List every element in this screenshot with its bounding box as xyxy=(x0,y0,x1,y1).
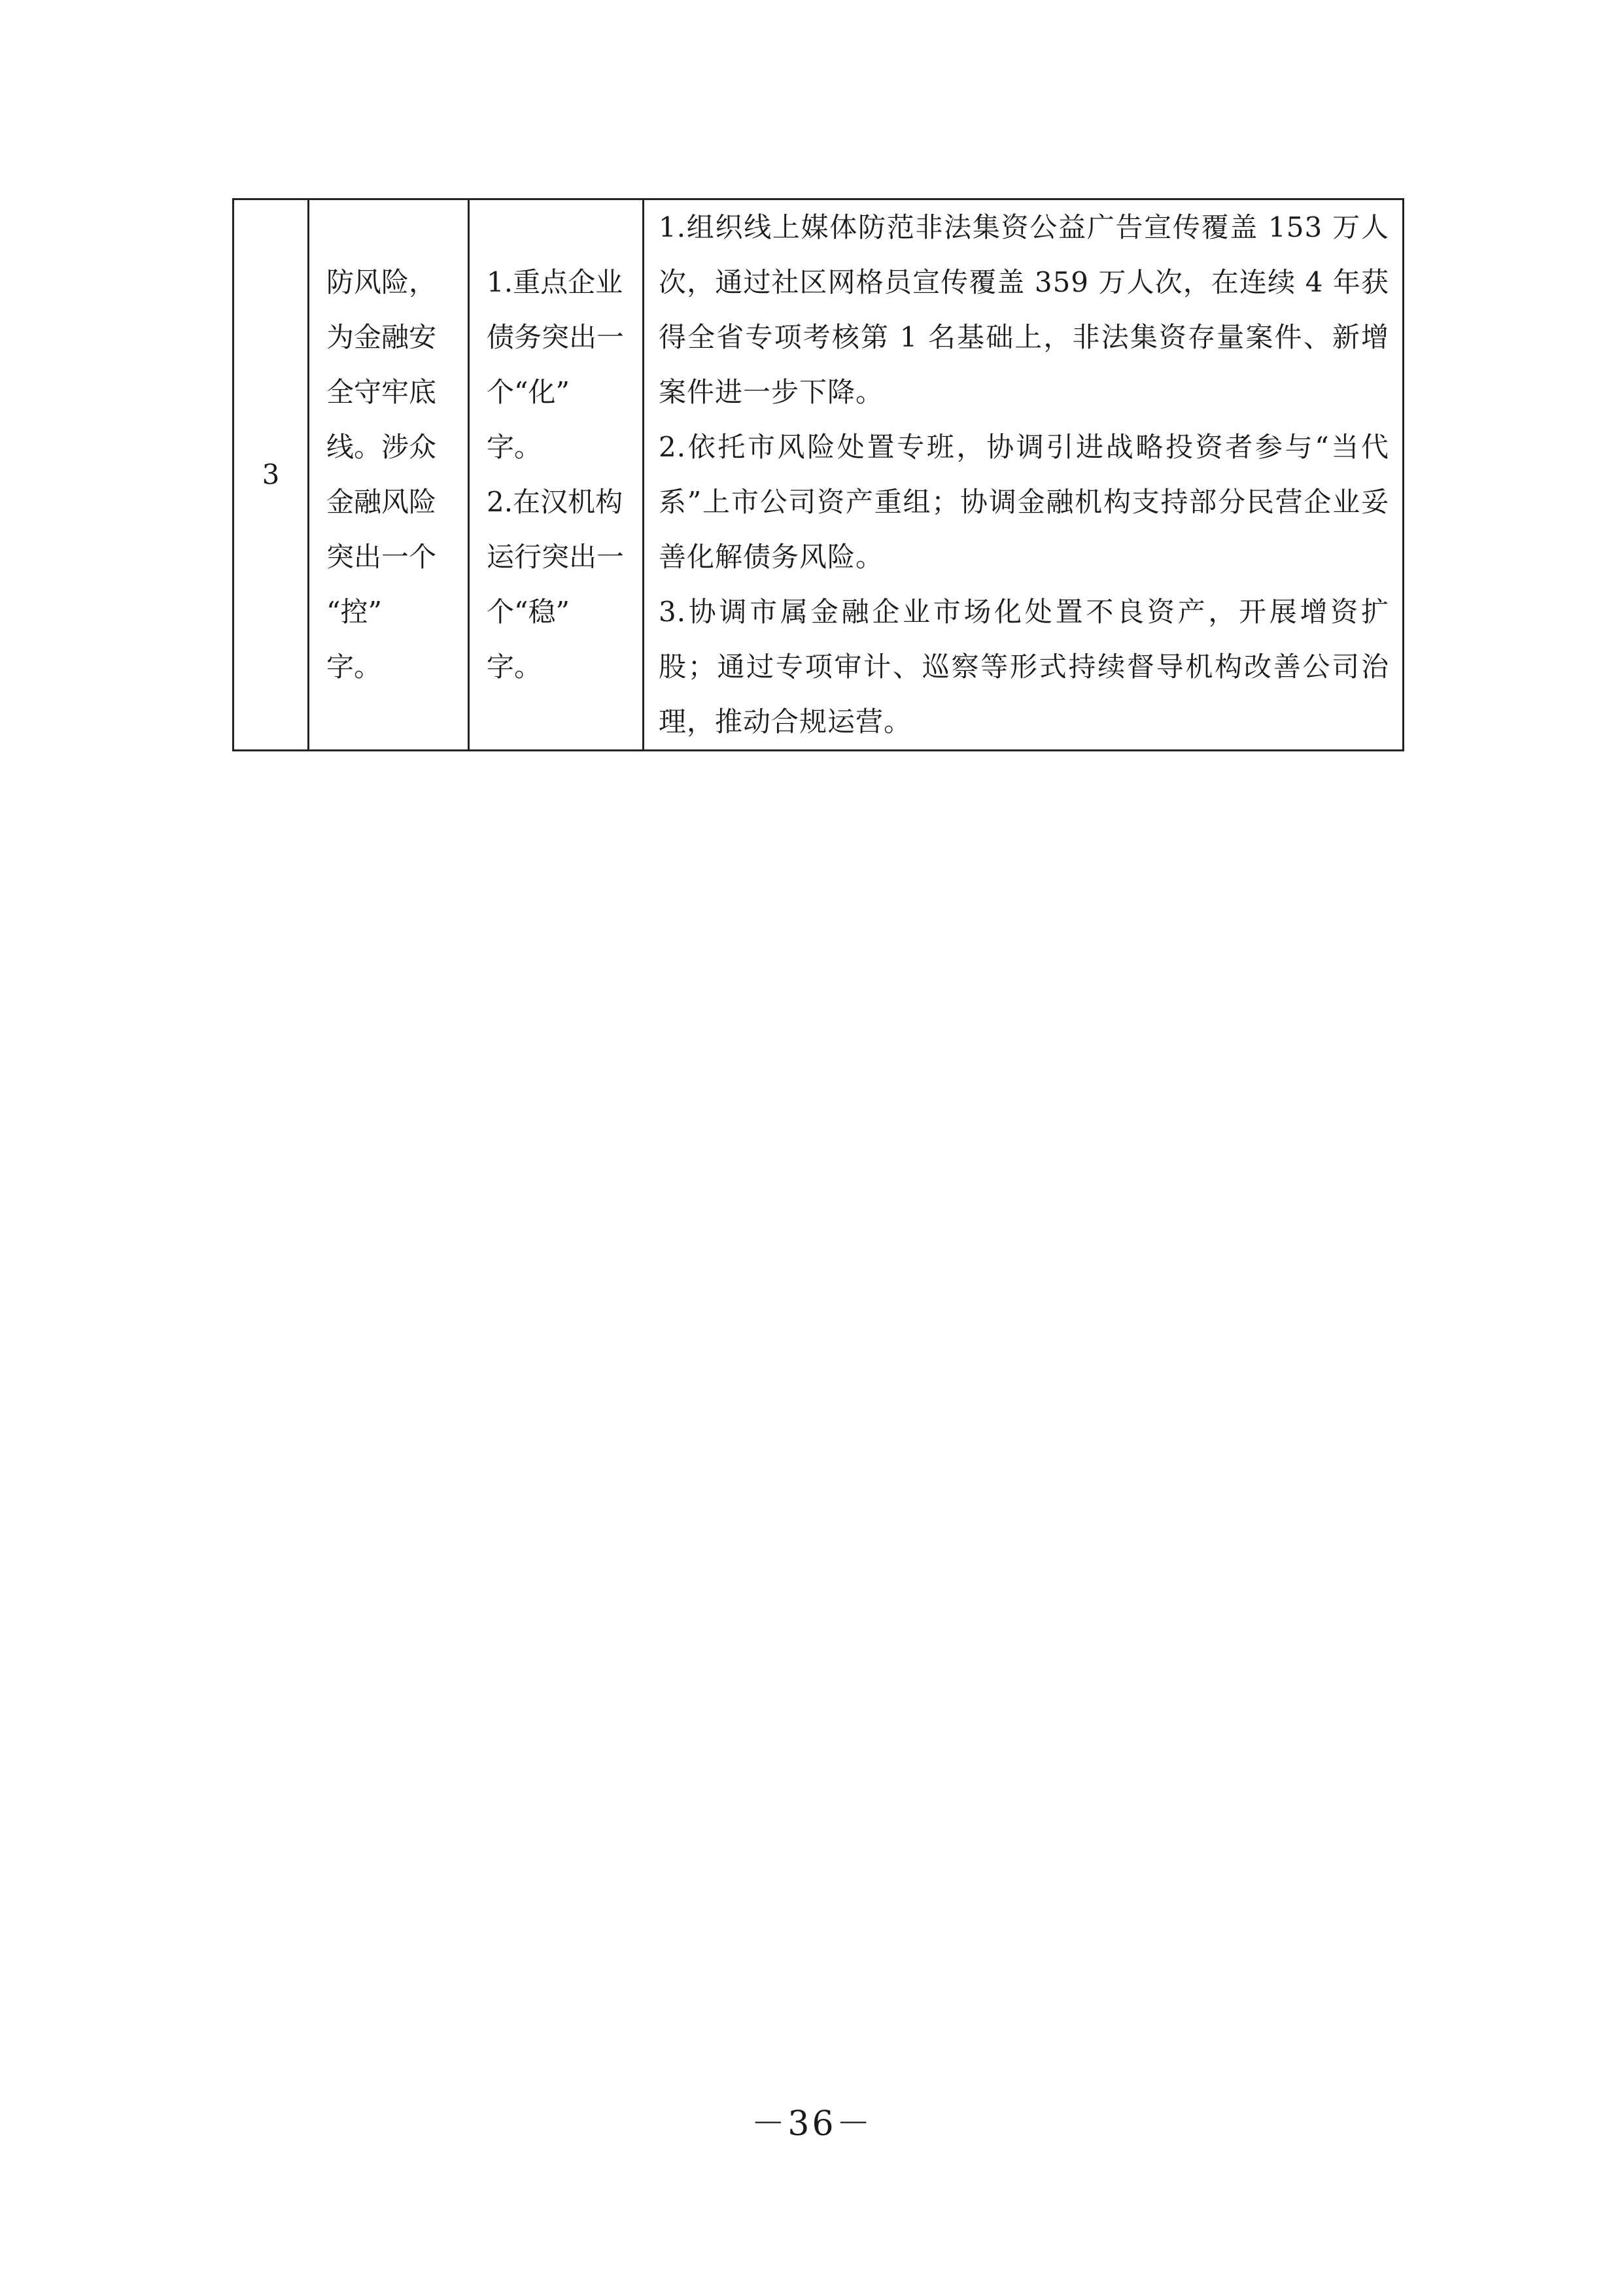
task-category-line: “控” xyxy=(326,596,382,628)
key-points-line: 个“化” xyxy=(487,376,570,408)
key-points-line: 字。 xyxy=(487,431,542,463)
task-category-cell xyxy=(309,199,469,751)
key-points-line: 字。 xyxy=(487,651,542,683)
document-table xyxy=(232,198,1404,751)
page-number: －36－ xyxy=(751,2104,873,2144)
key-points-line: 运行突出一 xyxy=(487,541,625,573)
row-number-cell xyxy=(233,199,309,751)
task-category-line: 为金融安 xyxy=(326,321,437,353)
key-points-cell xyxy=(469,199,644,751)
task-category-line: 线。涉众 xyxy=(326,431,437,463)
key-points-line: 债务突出一 xyxy=(487,321,625,353)
key-points-line: 1.重点企业 xyxy=(487,266,623,298)
table-row xyxy=(233,199,1404,751)
measure-paragraph: 2.依托市风险处置专班，协调引进战略投资者参与“当代系”上市公司资产重组；协调金融机构支持部分民营企业妥善化解债务风险。 xyxy=(659,431,1389,573)
key-points-line: 2.在汉机构 xyxy=(487,486,623,518)
task-category-line: 金融风险 xyxy=(326,486,437,518)
task-category-line: 突出一个 xyxy=(326,541,437,573)
row-number: 3 xyxy=(262,458,280,490)
key-points-line: 个“稳” xyxy=(487,596,570,628)
task-category-line: 防风险， xyxy=(326,266,437,298)
measure-paragraph: 1.组织线上媒体防范非法集资公益广告宣传覆盖 153 万人次，通过社区网格员宣传覆盖 359 万人次，在连续 4 年获得全省专项考核第 1 名基础上，非法集资存量案件、新增案件进一步下降。 xyxy=(659,211,1389,408)
task-category-line: 字。 xyxy=(326,651,382,683)
task-category-line: 全守牢底 xyxy=(326,376,437,408)
measure-paragraph: 3.协调市属金融企业市场化处置不良资产，开展增资扩股；通过专项审计、巡察等形式持续督导机构改善公司治理，推动合规运营。 xyxy=(659,596,1389,738)
measures-cell xyxy=(644,199,1404,751)
